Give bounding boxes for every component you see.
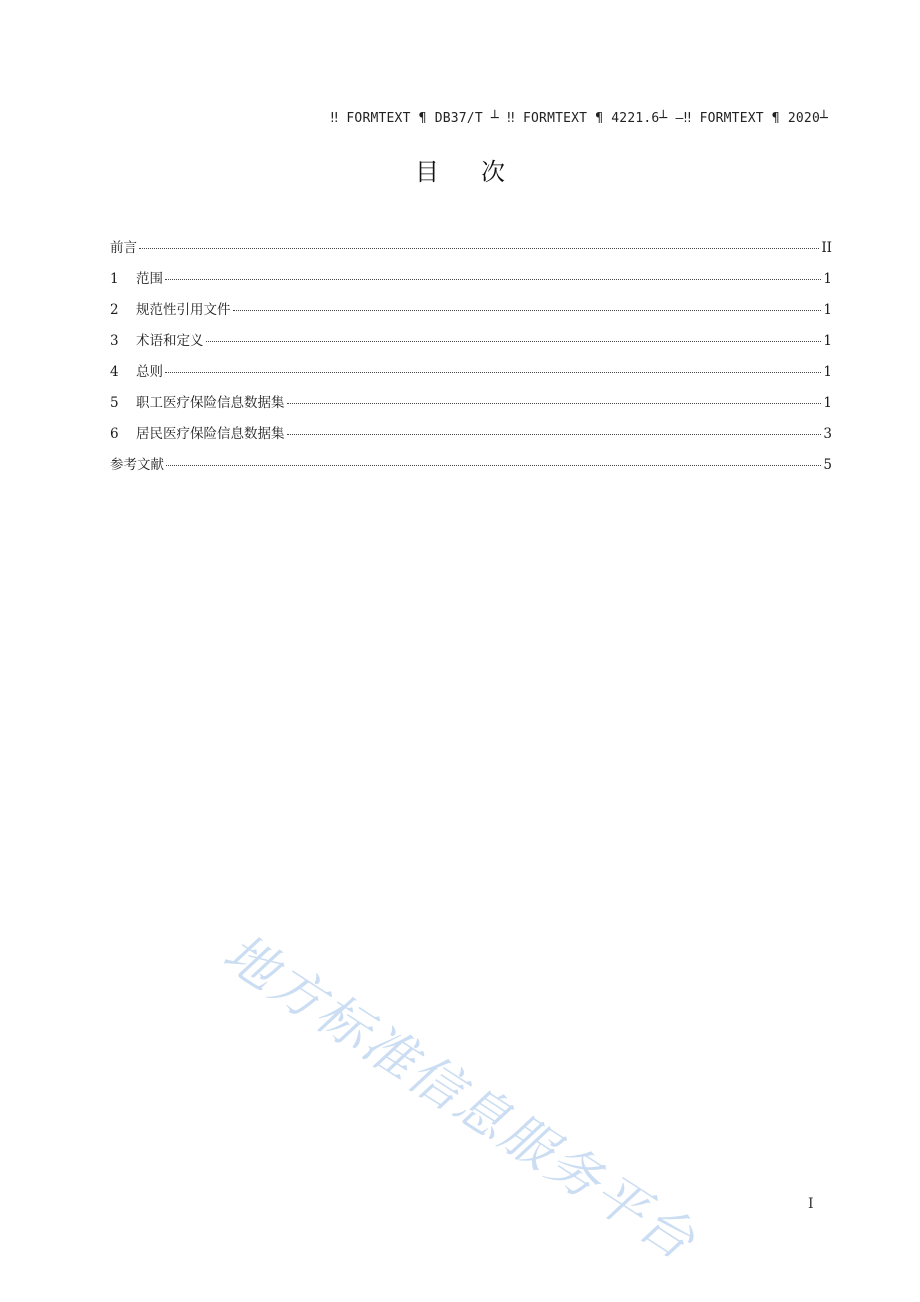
toc-item-label: 前言 — [110, 240, 137, 256]
toc-leader-dots — [166, 465, 821, 466]
toc-item-label: 职工医疗保险信息数据集 — [136, 395, 285, 411]
toc-item-page: 1 — [823, 333, 832, 349]
page-title: 目次 — [415, 158, 547, 186]
watermark: 地方标准信息服务平台 — [212, 922, 707, 1273]
toc-item-number: 3 — [110, 333, 119, 349]
toc-item-terms-definitions[interactable] — [110, 331, 832, 362]
toc-item-scope[interactable] — [110, 269, 832, 300]
table-of-contents — [110, 238, 832, 486]
toc-item-number: 6 — [110, 426, 119, 442]
toc-item-number: 4 — [110, 364, 119, 380]
toc-leader-dots — [287, 434, 822, 435]
toc-item-page: 1 — [823, 395, 832, 411]
toc-item-page: 1 — [823, 302, 832, 318]
toc-item-number: 1 — [110, 271, 119, 287]
toc-item-number: 2 — [110, 302, 119, 318]
toc-leader-dots — [233, 310, 822, 311]
toc-item-general[interactable] — [110, 362, 832, 393]
toc-item-foreword[interactable] — [110, 238, 832, 269]
toc-item-label: 规范性引用文件 — [136, 302, 231, 318]
toc-item-page: II — [821, 240, 832, 256]
toc-item-label: 术语和定义 — [136, 333, 204, 349]
toc-item-bibliography[interactable] — [110, 455, 832, 486]
toc-leader-dots — [206, 341, 822, 342]
toc-item-page: 5 — [823, 457, 832, 473]
toc-item-number: 5 — [110, 395, 119, 411]
toc-item-label: 范围 — [136, 271, 163, 287]
standard-code-header: ‼ FORMTEXT ¶ DB37/T ┴ ‼ FORMTEXT ¶ 4221.6┴ —‼ FORMTEXT ¶ 2020┴ — [330, 111, 828, 126]
toc-leader-dots — [165, 372, 821, 373]
toc-leader-dots — [165, 279, 821, 280]
toc-leader-dots — [287, 403, 822, 404]
toc-item-label: 参考文献 — [110, 457, 164, 473]
toc-item-employee-insurance-dataset[interactable] — [110, 393, 832, 424]
page-number: I — [808, 1196, 814, 1212]
toc-leader-dots — [139, 248, 819, 249]
toc-item-page: 1 — [823, 364, 832, 380]
toc-item-normative-references[interactable] — [110, 300, 832, 331]
toc-item-label: 总则 — [136, 364, 163, 380]
toc-item-label: 居民医疗保险信息数据集 — [136, 426, 285, 442]
toc-item-page: 3 — [823, 426, 832, 442]
toc-item-page: 1 — [823, 271, 832, 287]
toc-item-resident-insurance-dataset[interactable] — [110, 424, 832, 455]
